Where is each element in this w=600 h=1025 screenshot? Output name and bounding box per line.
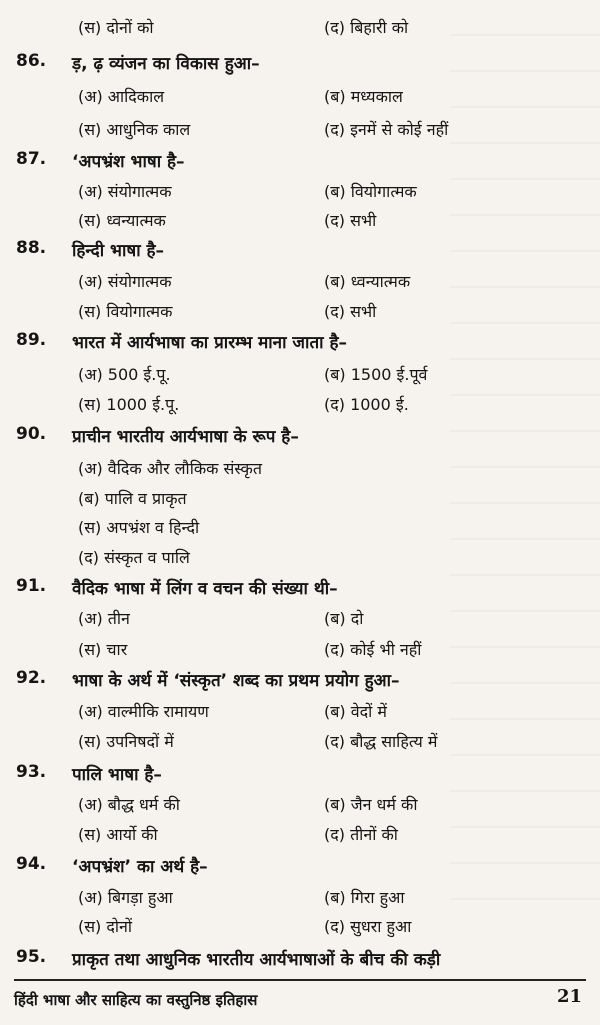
question-text: वैदिक भाषा में लिंग व वचन की संख्या थी– (72, 579, 338, 599)
question-text: प्राचीन भारतीय आर्यभाषा के रूप है– (72, 427, 299, 447)
question-number: 88. (16, 238, 47, 258)
option-a: (अ) तीन (78, 609, 130, 628)
option-c: (स) आर्यो की (78, 825, 158, 844)
option-d: (द) सुधरा हुआ (324, 917, 412, 936)
option-b: (ब) पालि व प्राकृत (78, 489, 187, 508)
option-d: (द) सभी (324, 302, 377, 321)
option-b: (ब) वेदों में (324, 702, 387, 721)
option-d: (द) बिहारी को (324, 18, 409, 37)
option-c: (स) अपभ्रंश व हिन्दी (78, 518, 200, 537)
option-b: (ब) ध्वन्यात्मक (324, 272, 411, 291)
question-text: पालि भाषा है– (72, 765, 162, 785)
option-c: (स) दोनों (78, 917, 133, 936)
option-b: (ब) वियोगात्मक (324, 182, 417, 201)
option-a: (अ) आदिकाल (78, 87, 165, 106)
question-number: 89. (16, 330, 47, 350)
question-number: 95. (16, 947, 47, 967)
option-b: (ब) मध्यकाल (324, 87, 403, 106)
question-text: ड़, ढ़ व्यंजन का विकास हुआ– (72, 54, 260, 74)
option-b: (ब) दो (324, 609, 364, 628)
question-text: भारत में आर्यभाषा का प्रारम्भ माना जाता है– (72, 333, 347, 353)
page-number: 21 (556, 986, 582, 1007)
option-d: (द) बौद्ध साहित्य में (324, 732, 438, 751)
option-a: (अ) वाल्मीकि रामायण (78, 702, 209, 721)
question-text: हिन्दी भाषा है– (72, 241, 165, 261)
question-number: 87. (16, 149, 47, 169)
option-d: (द) 1000 ई. (324, 395, 409, 414)
option-b: (ब) गिरा हुआ (324, 888, 405, 907)
question-number: 94. (16, 854, 47, 874)
option-d: (द) कोई भी नहीं (324, 640, 422, 659)
footer-title: हिंदी भाषा और साहित्य का वस्तुनिष्ठ इतिहास (14, 991, 258, 1009)
option-c: (स) ध्वन्यात्मक (78, 211, 166, 230)
option-c: (स) दोनों को (78, 18, 154, 37)
option-c: (स) उपनिषदों में (78, 732, 174, 751)
option-a: (अ) बौद्ध धर्म की (78, 795, 180, 814)
question-text: ‘अपभ्रंश भाषा है– (72, 152, 185, 172)
option-a: (अ) संयोगात्मक (78, 272, 172, 291)
option-a: (अ) संयोगात्मक (78, 182, 172, 201)
footer-rule (14, 979, 586, 981)
question-text: भाषा के अर्थ में ‘संस्कृत’ शब्द का प्रथम प्रयोग हुआ– (72, 671, 400, 691)
option-a: (अ) बिगड़ा हुआ (78, 888, 173, 907)
option-b: (ब) 1500 ई.पूर्व (324, 365, 428, 384)
bleed-through-text (450, 0, 600, 930)
question-number: 91. (16, 576, 47, 596)
option-c: (स) 1000 ई.पू. (78, 395, 180, 414)
question-text: ‘अपभ्रंश’ का अर्थ है– (72, 857, 208, 877)
option-a: (अ) 500 ई.पू. (78, 365, 171, 384)
question-number: 86. (16, 51, 47, 71)
question-number: 90. (16, 424, 47, 444)
option-c: (स) आधुनिक काल (78, 120, 191, 139)
option-d: (द) इनमें से कोई नहीं (324, 120, 449, 139)
option-a: (अ) वैदिक और लौकिक संस्कृत (78, 459, 262, 478)
option-d: (द) संस्कृत व पालि (78, 548, 190, 567)
option-c: (स) वियोगात्मक (78, 302, 173, 321)
option-b: (ब) जैन धर्म की (324, 795, 418, 814)
question-number: 93. (16, 762, 47, 782)
question-number: 92. (16, 668, 47, 688)
option-d: (द) तीनों की (324, 825, 398, 844)
option-d: (द) सभी (324, 211, 377, 230)
option-c: (स) चार (78, 640, 128, 659)
question-text: प्राकृत तथा आधुनिक भारतीय आर्यभाषाओं के बीच की कड़ी (72, 950, 441, 970)
